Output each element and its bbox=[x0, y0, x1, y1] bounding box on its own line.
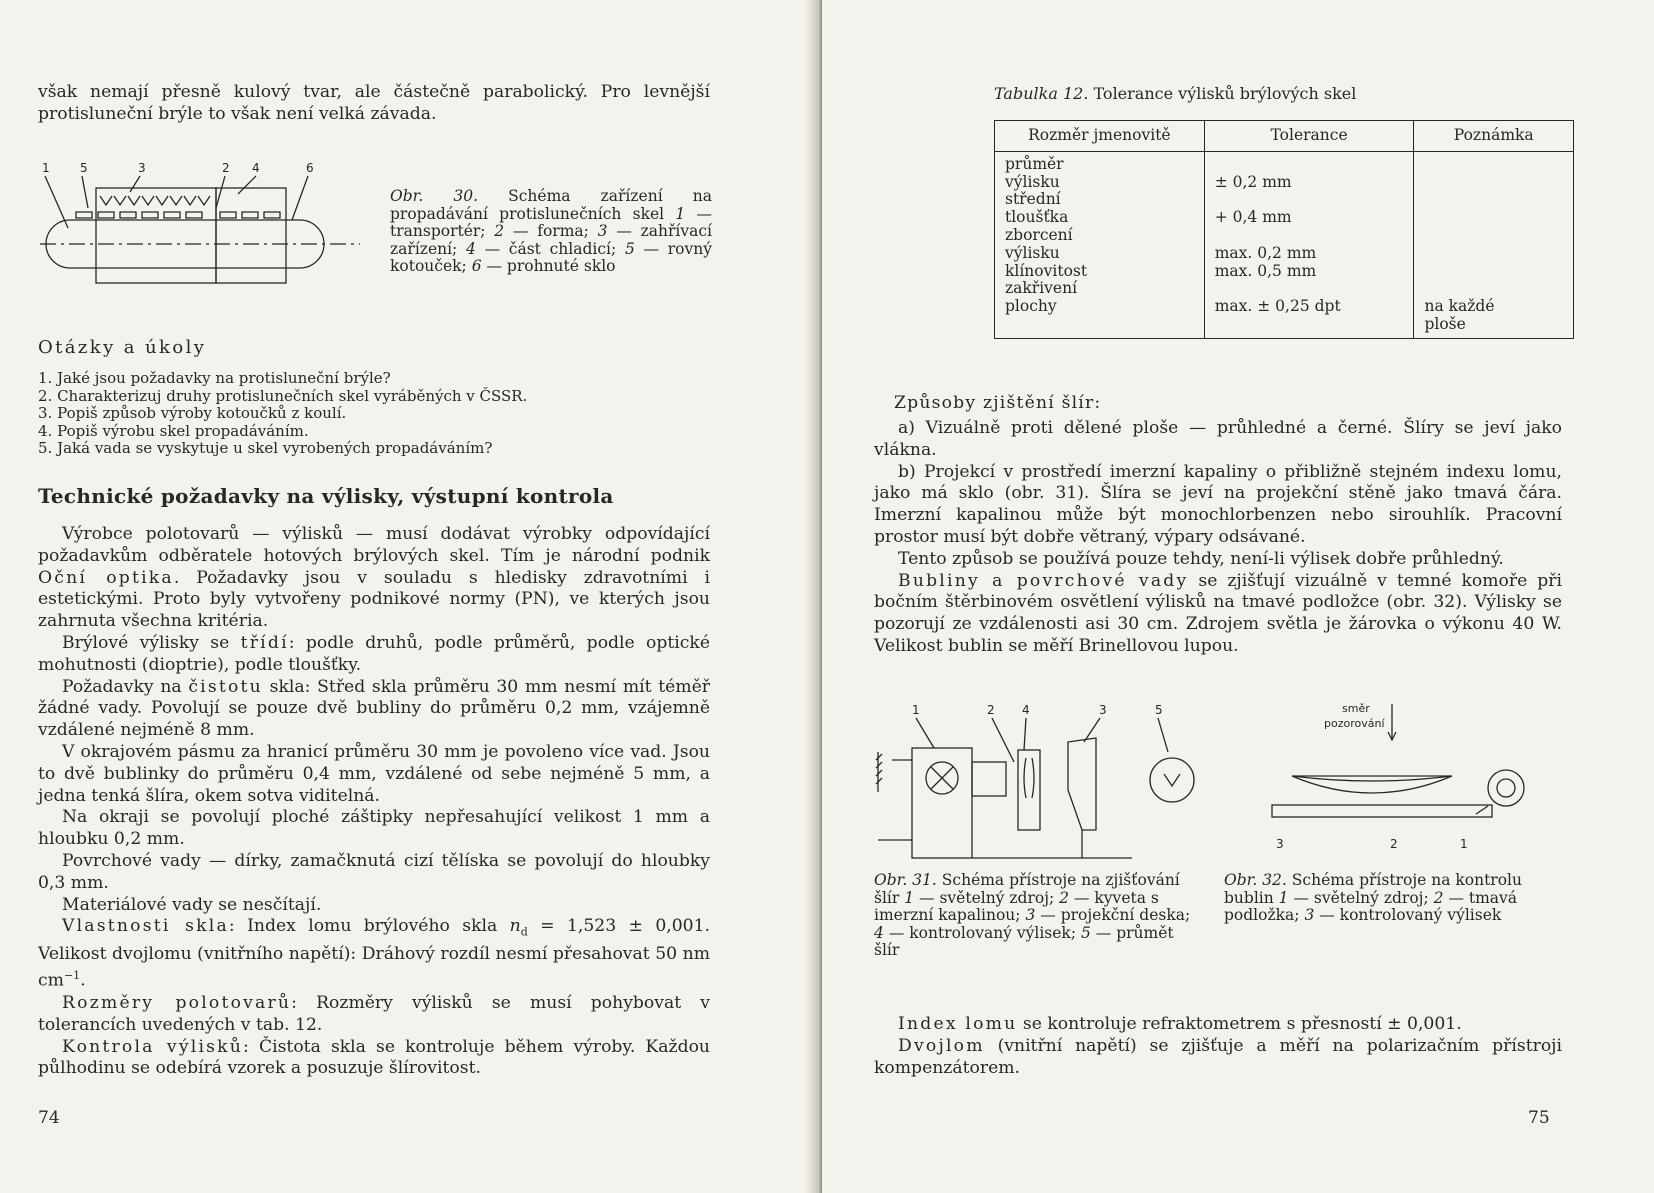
paragraph: Výrobce polotovarů — výlisků — musí dodávat výrobky odpovídající požadavkům odběratele hotových brýlových skel. Tím je národní podnik Oční optika. Požadavky jsou v souladu s hledisky zdravotními i estetickými. Proto byly vytvořeny podnikové normy (PN), ve kterých jsou zahrnuta všechna kritéria. bbox=[38, 524, 710, 632]
paragraph: Kontrola výlisků: Čistota skla se kontroluje během výroby. Každou půlhodinu se odebírá vzorek a posuzuje šlírovitost. bbox=[38, 1036, 710, 1079]
fig31-caption: Obr. 31. Schéma přístroje na zjišťování šlír 1 — světelný zdroj; 2 — kyveta s imerzní kapalinou; 3 — projekční deska; 4 — kontrolovaný výlisek; 5 — průmět šlír bbox=[874, 871, 1191, 959]
questions-list bbox=[38, 370, 718, 458]
paragraph: Na okraji se povolují ploché záštipky nepřesahující velikost 1 mm a hloubku 0,2 mm. bbox=[38, 807, 710, 850]
tolerance-table bbox=[994, 120, 1574, 339]
fig32-view-label: pozorování bbox=[1324, 717, 1385, 730]
body-text bbox=[38, 524, 710, 1080]
fig30-label: 3 bbox=[138, 161, 146, 175]
table-cell: ± 0,2 mm + 0,4 mm max. 0,2 mm max. 0,5 mm max. ± 0,25 dpt bbox=[1204, 151, 1414, 338]
table-header: Tolerance bbox=[1204, 121, 1414, 152]
intro-paragraph: však nemají přesně kulový tvar, ale částečně parabolický. Pro levnější protisluneční brýle to však není velká závada. bbox=[38, 82, 710, 124]
table-row bbox=[995, 151, 1574, 338]
fig31-diagram bbox=[872, 700, 1212, 860]
list-item: 5. Jaká vada se vyskytuje u skel vyrobených propadáváním? bbox=[38, 439, 493, 457]
page-number: 75 bbox=[1528, 1108, 1550, 1128]
fig31-label: 5 bbox=[1155, 703, 1163, 717]
list-item: 2. Charakterizuj druhy protislunečních skel vyráběných v ČSSR. bbox=[38, 386, 528, 405]
paragraph: V okrajovém pásmu za hranicí průměru 30 mm je povoleno více vad. Jsou to dvě bublinky do průměru 0,4 mm, vzdálené od sebe nejméně 5 mm, a jedna tenká šlíra, okem sotva viditelná. bbox=[38, 741, 710, 806]
fig30-caption-prefix: Obr. 30. bbox=[390, 187, 479, 205]
paragraph: Index lomu se kontroluje refraktometrem s přesností ± 0,001. bbox=[898, 1014, 1462, 1034]
paragraph: a) Vizuálně proti dělené ploše — průhledné a černé. Šlíry se jeví jako vlákna. bbox=[874, 418, 1562, 460]
fig30-label: 4 bbox=[252, 161, 260, 175]
table-cell: na každé ploše bbox=[1414, 151, 1574, 338]
table-header-row bbox=[995, 121, 1574, 152]
methods-heading: Způsoby zjištění šlír: bbox=[894, 393, 1102, 413]
fig31-label: 1 bbox=[912, 703, 920, 717]
closing-text bbox=[874, 1014, 1562, 1079]
paragraph: b) Projekcí v prostředí imerzní kapaliny o přibližně stejném indexu lomu, jako má sklo (obr. 31). Šlíra se jeví na projekční stěně jako tmavá čára. Imerzní kapalinou může být monochlorbenzen nebo sirouhlík. Pracovní prostor musí být dobře větraný, výpary odsávané. bbox=[874, 461, 1562, 547]
table-cell: průměr výlisku střední tloušťka zborcení výlisku klínovitost zakřivení plochy bbox=[995, 151, 1205, 338]
fig30-label: 1 bbox=[42, 161, 50, 175]
list-item: 4. Popiš výrobu skel propadáváním. bbox=[38, 421, 309, 440]
fig30-diagram bbox=[30, 160, 370, 310]
fig32-label: 2 bbox=[1390, 837, 1398, 850]
table-header: Poznámka bbox=[1414, 121, 1574, 152]
fig31-label: 3 bbox=[1099, 703, 1107, 717]
table-header: Rozměr jmenovitě bbox=[995, 121, 1205, 152]
fig32-label: 3 bbox=[1276, 837, 1284, 850]
paragraph: Brýlové výlisky se třídí: podle druhů, podle průměrů, podle optické mohutnosti (dioptrie), podle tloušťky. bbox=[38, 632, 711, 675]
fig32-diagram bbox=[1262, 700, 1562, 850]
fig30-label: 5 bbox=[80, 161, 88, 175]
paragraph: Dvojlom (vnitřní napětí) se zjišťuje a měří na polarizačním přístroji kompenzátorem. bbox=[874, 1035, 1563, 1078]
fig32-view-label: směr bbox=[1342, 702, 1370, 715]
paragraph: Materiálové vady se nesčítají. bbox=[62, 894, 322, 915]
fig31-label: 4 bbox=[1022, 703, 1030, 717]
paragraph: Povrchové vady — dírky, zamačknutá cizí tělíska se povolují do hloubky 0,3 mm. bbox=[38, 850, 710, 893]
paragraph: Vlastnosti skla: Index lomu brýlového skla $n_d = 1,523 \pm 0,001$. Velikost dvojlomu (vnitřního napětí): Dráhový rozdíl nesmí přesahovat 50 nm $cm^{-1}$. bbox=[38, 916, 710, 992]
right-page bbox=[822, 0, 1654, 1193]
fig31-label: 2 bbox=[987, 703, 995, 717]
table-caption: Tabulka 12. Tolerance výlisků brýlových skel bbox=[994, 84, 1357, 103]
section-title: Technické požadavky na výlisky, výstupní kontrola bbox=[38, 484, 614, 508]
paragraph: Bubliny a povrchové vady se zjišťují vizuálně v temné komoře při bočním štěrbinovém osvětlení výlisků na tmavé podložce (obr. 32). Výlisky se pozorují ze vzdálenosti asi 30 cm. Zdrojem světla je žárovka o výkonu 40 W. Velikost bublin se měří Brinellovou lupou. bbox=[874, 570, 1562, 656]
paragraph: Požadavky na čistotu skla: Střed skla průměru 30 mm nesmí mít téměř žádné vady. Povolují se pouze dvě bubliny do průměru 0,2 mm, vzájemně vzdálené nejméně 8 mm. bbox=[38, 676, 711, 741]
fig32-label: 1 bbox=[1460, 837, 1468, 850]
page-number: 74 bbox=[38, 1108, 60, 1128]
fig30-label: 6 bbox=[306, 161, 314, 175]
list-item: 1. Jaké jsou požadavky na protisluneční brýle? bbox=[38, 369, 391, 387]
fig30-label: 2 bbox=[222, 161, 230, 175]
paragraph: Tento způsob se používá pouze tehdy, není-li výlisek dobře průhledný. bbox=[898, 548, 1504, 569]
left-page bbox=[0, 0, 820, 1193]
fig32-caption: Obr. 32. Schéma přístroje na kontrolu bublin 1 — světelný zdroj; 2 — tmavá podložka; 3 — kontrolovaný výlisek bbox=[1224, 871, 1522, 924]
paragraph: Rozměry polotovarů: Rozměry výlisků se musí pohybovat v tolerancích uvedených v tab. 12. bbox=[38, 992, 710, 1035]
list-item: 3. Popiš způsob výroby kotoučků z koulí. bbox=[38, 404, 347, 422]
fig30-caption: Obr. 30. Schéma zařízení na propadávání protislunečních skel 1 — transportér; 2 — forma; 3 — zahřívací zařízení; 4 — část chladicí; 5 — rovný kotouček; 6 — prohnuté sklo bbox=[390, 187, 712, 275]
methods-text bbox=[874, 418, 1562, 658]
questions-heading: Otázky a úkoly bbox=[38, 337, 207, 358]
